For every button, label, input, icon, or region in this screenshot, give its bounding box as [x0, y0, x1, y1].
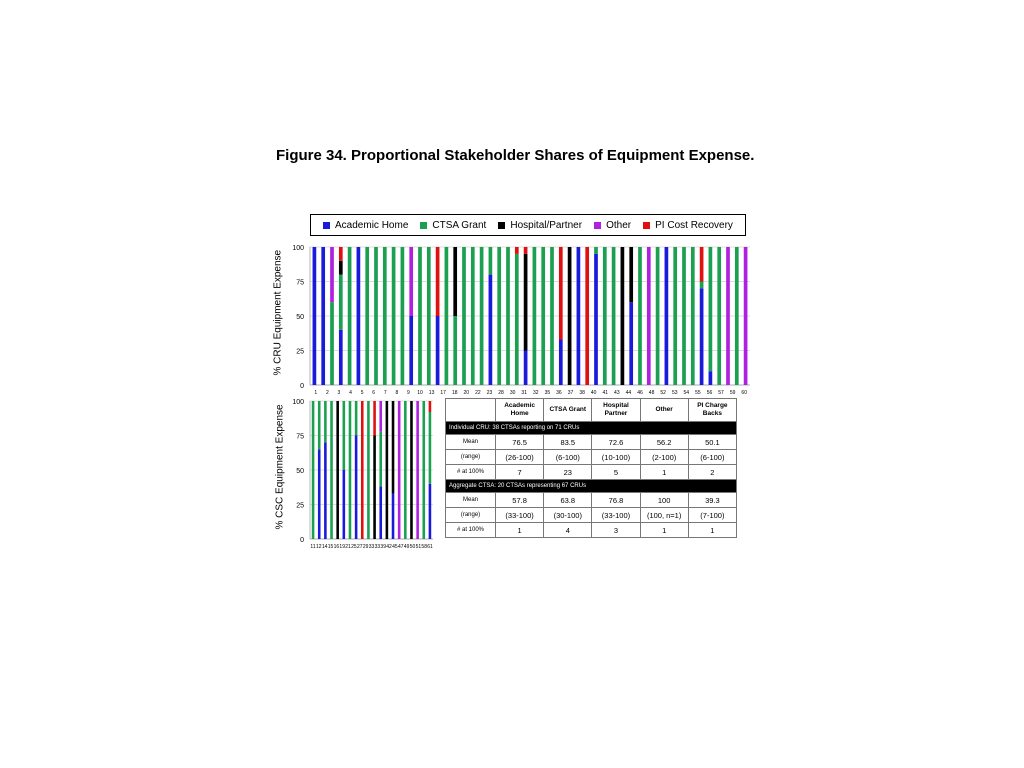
x-tick-label: 13	[428, 390, 435, 396]
bar-segment-academic-home	[629, 302, 633, 385]
x-tick-label: 35	[544, 390, 551, 396]
bar-segment-ctsa-grant	[480, 247, 484, 385]
x-tick-label: 59	[729, 390, 736, 396]
bar-segment-ctsa-grant	[348, 247, 352, 385]
x-tick-label: 32	[533, 390, 539, 396]
bar-segment-ctsa-grant	[312, 401, 315, 539]
bar-segment-hospital-partner	[524, 254, 528, 351]
x-tick-label: 42	[386, 544, 392, 550]
table-section-header	[446, 422, 737, 435]
bar-segment-other	[330, 247, 334, 302]
x-tick-label: 57	[718, 390, 724, 396]
legend-swatch	[594, 222, 601, 229]
table-cell: (30-100)	[544, 508, 592, 523]
x-tick-label: 8	[395, 390, 399, 396]
table-row	[446, 435, 737, 450]
bar-segment-ctsa-grant	[427, 247, 431, 385]
x-tick-label: 6	[372, 390, 376, 396]
table-cell: 1	[640, 523, 688, 538]
x-tick-label: 43	[614, 390, 620, 396]
legend-swatch	[323, 222, 330, 229]
y-tick-label: 75	[296, 433, 304, 441]
bar-segment-ctsa-grant	[673, 247, 677, 385]
y-tick-label: 100	[292, 399, 304, 406]
bar-segment-ctsa-grant	[330, 302, 334, 385]
table-cell: 76.5	[496, 435, 544, 450]
bar-segment-ctsa-grant	[404, 401, 407, 539]
x-tick-label: 20	[463, 390, 470, 396]
table-cell: 72.6	[592, 435, 640, 450]
legend-label: PI Cost Recovery	[655, 219, 733, 231]
table-cell: 5	[592, 465, 640, 480]
x-tick-label: 2	[325, 390, 329, 396]
table-cell: 57.8	[496, 493, 544, 508]
table-cell: (6-100)	[544, 450, 592, 465]
table-cell: 39.3	[688, 493, 736, 508]
bar-segment-ctsa-grant	[497, 247, 501, 385]
table-cell: (33-100)	[592, 508, 640, 523]
x-tick-label: 44	[625, 390, 632, 396]
bar-segment-ctsa-grant	[453, 316, 457, 385]
row-label: Mean	[446, 493, 496, 508]
bar-segment-ctsa-grant	[343, 401, 346, 470]
x-tick-label: 55	[695, 390, 701, 396]
chart-legend	[310, 214, 746, 236]
table-header-cell: PI Charge Backs	[688, 399, 736, 422]
x-tick-label: 56	[706, 390, 713, 396]
bar-segment-academic-home	[357, 247, 361, 385]
bar-segment-pi-cost-recovery	[339, 247, 343, 261]
bar-segment-ctsa-grant	[709, 247, 713, 371]
y-tick-label: 75	[296, 279, 304, 287]
bar-segment-pi-cost-recovery	[429, 401, 432, 412]
bar-segment-ctsa-grant	[324, 401, 327, 442]
x-tick-label: 31	[521, 390, 527, 396]
bar-segment-ctsa-grant	[489, 247, 493, 275]
table-cell: 7	[496, 465, 544, 480]
table-cell: 2	[688, 465, 736, 480]
bar-segment-other	[726, 247, 730, 385]
bottom-chart-csc	[290, 396, 440, 556]
summary-statistics-table	[445, 398, 737, 538]
bar-segment-ctsa-grant	[656, 247, 660, 385]
bar-segment-academic-home	[339, 330, 343, 385]
x-tick-label: 25	[351, 544, 357, 550]
bar-segment-ctsa-grant	[533, 247, 537, 385]
x-tick-label: 1	[314, 390, 318, 396]
bar-segment-academic-home	[318, 449, 321, 539]
bar-segment-academic-home	[324, 442, 327, 539]
x-tick-label: 58	[421, 544, 427, 550]
table-cell: 56.2	[640, 435, 688, 450]
table-cell: 100	[640, 493, 688, 508]
bar-segment-ctsa-grant	[550, 247, 554, 385]
section-title: Aggregate CTSA: 20 CTSAs representing 67 CRUs	[446, 480, 737, 493]
table-header-cell: CTSA Grant	[544, 399, 592, 422]
legend-swatch	[498, 222, 505, 229]
bar-segment-hospital-partner	[453, 247, 457, 316]
x-tick-label: 9	[407, 390, 410, 396]
bar-segment-hospital-partner	[336, 401, 339, 539]
x-tick-label: 22	[475, 390, 481, 396]
bar-segment-ctsa-grant	[594, 247, 598, 254]
table-cell: (6-100)	[688, 450, 736, 465]
x-tick-label: 30	[509, 390, 516, 396]
x-tick-label: 49	[403, 544, 410, 550]
bar-segment-other	[647, 247, 651, 385]
bar-segment-academic-home	[355, 436, 358, 540]
y-tick-label: 0	[300, 537, 304, 544]
bar-segment-ctsa-grant	[401, 247, 405, 385]
x-tick-label: 4	[349, 390, 352, 396]
x-tick-label: 3	[337, 390, 341, 396]
x-tick-label: 16	[333, 544, 340, 550]
bar-segment-ctsa-grant	[717, 247, 721, 385]
row-label: # at 100%	[446, 465, 496, 480]
bar-segment-ctsa-grant	[318, 401, 321, 449]
x-tick-label: 40	[590, 390, 597, 396]
bar-segment-academic-home	[409, 316, 413, 385]
x-tick-label: 46	[637, 390, 643, 396]
bar-segment-hospital-partner	[410, 401, 413, 539]
x-tick-label: 17	[440, 390, 446, 396]
x-tick-label: 5	[360, 390, 364, 396]
row-label: # at 100%	[446, 523, 496, 538]
x-tick-label: 60	[741, 390, 747, 396]
bar-segment-pi-cost-recovery	[373, 401, 376, 436]
row-label: (range)	[446, 508, 496, 523]
bar-segment-ctsa-grant	[374, 247, 378, 385]
bar-segment-ctsa-grant	[355, 401, 358, 436]
bar-segment-other	[744, 247, 748, 385]
table-cell: (2-100)	[640, 450, 688, 465]
section-title: Individual CRU: 38 CTSAs reporting on 71 CRUs	[446, 422, 737, 435]
bar-segment-ctsa-grant	[367, 401, 370, 539]
x-tick-label: 18	[451, 390, 458, 396]
bar-segment-hospital-partner	[568, 247, 572, 385]
table-header-cell: Hospital Partner	[592, 399, 640, 422]
bar-segment-pi-cost-recovery	[585, 247, 589, 385]
bar-segment-academic-home	[559, 339, 563, 385]
table-cell: 1	[496, 523, 544, 538]
x-tick-label: 10	[417, 390, 423, 396]
table-cell: (10-100)	[592, 450, 640, 465]
table-cell: (33-100)	[496, 508, 544, 523]
table-row	[446, 465, 737, 480]
table-cell: 50.1	[688, 435, 736, 450]
table-cell: (7-100)	[688, 508, 736, 523]
bar-segment-academic-home	[379, 487, 382, 539]
bar-segment-academic-home	[313, 247, 317, 385]
x-tick-label: 53	[671, 390, 678, 396]
table-row	[446, 493, 737, 508]
x-tick-label: 50	[409, 544, 416, 550]
bar-segment-other	[416, 401, 419, 539]
bar-segment-ctsa-grant	[349, 401, 352, 539]
bar-segment-ctsa-grant	[365, 247, 369, 385]
bar-segment-ctsa-grant	[682, 247, 686, 385]
bar-segment-pi-cost-recovery	[515, 247, 519, 254]
top-chart-y-axis-label: % CRU Equipment Expense	[272, 249, 284, 376]
y-tick-label: 25	[296, 502, 304, 510]
x-tick-label: 47	[398, 544, 404, 550]
bar-segment-academic-home	[343, 470, 346, 539]
x-tick-label: 12	[316, 544, 322, 550]
legend-label: Other	[606, 219, 632, 231]
x-tick-label: 38	[579, 390, 585, 396]
bar-segment-pi-cost-recovery	[700, 247, 704, 282]
bar-segment-hospital-partner	[373, 436, 376, 540]
x-tick-label: 29	[362, 544, 369, 550]
y-tick-label: 0	[300, 383, 304, 390]
y-tick-label: 50	[296, 468, 304, 475]
bar-segment-academic-home	[392, 493, 395, 539]
legend-label: Academic Home	[335, 219, 409, 231]
bar-segment-ctsa-grant	[445, 247, 449, 385]
legend-item	[594, 220, 631, 231]
legend-item	[420, 220, 486, 231]
y-tick-label: 25	[296, 348, 304, 356]
bar-segment-ctsa-grant	[700, 282, 704, 289]
x-tick-label: 14	[321, 544, 328, 550]
x-tick-label: 48	[648, 390, 655, 396]
bar-segment-ctsa-grant	[392, 247, 396, 385]
bar-segment-ctsa-grant	[515, 254, 519, 385]
table-cell: 63.8	[544, 493, 592, 508]
bar-segment-academic-home	[594, 254, 598, 385]
table-header-cell: Other	[640, 399, 688, 422]
bar-segment-ctsa-grant	[422, 401, 425, 539]
bar-segment-other	[379, 401, 382, 431]
bar-segment-ctsa-grant	[603, 247, 607, 385]
bar-segment-ctsa-grant	[612, 247, 616, 385]
x-tick-label: 33	[374, 544, 381, 550]
bar-segment-academic-home	[577, 247, 581, 385]
bar-segment-pi-cost-recovery	[361, 401, 364, 539]
table-cell: 76.8	[592, 493, 640, 508]
bar-segment-academic-home	[489, 275, 493, 385]
bar-segment-pi-cost-recovery	[436, 247, 440, 316]
bar-segment-ctsa-grant	[691, 247, 695, 385]
bar-segment-hospital-partner	[386, 401, 389, 539]
bar-segment-ctsa-grant	[541, 247, 545, 385]
table-cell: 4	[544, 523, 592, 538]
x-tick-label: 36	[556, 390, 562, 396]
bar-segment-ctsa-grant	[506, 247, 510, 385]
table-section-header	[446, 480, 737, 493]
bar-segment-ctsa-grant	[735, 247, 739, 385]
x-tick-label: 33	[368, 544, 375, 550]
x-tick-label: 39	[380, 544, 386, 550]
bar-segment-academic-home	[665, 247, 669, 385]
table-cell: (26-100)	[496, 450, 544, 465]
bar-segment-hospital-partner	[392, 401, 395, 493]
figure-title: Figure 34. Proportional Stakeholder Shares of Equipment Expense.	[276, 147, 755, 164]
x-tick-label: 37	[567, 390, 574, 396]
row-label: (range)	[446, 450, 496, 465]
table-cell: 1	[688, 523, 736, 538]
bar-segment-ctsa-grant	[339, 275, 343, 330]
legend-swatch	[643, 222, 650, 229]
bar-segment-hospital-partner	[629, 247, 633, 302]
x-tick-label: 11	[310, 544, 316, 550]
y-tick-label: 100	[292, 245, 304, 252]
x-tick-label: 51	[415, 544, 422, 550]
x-tick-label: 28	[498, 390, 504, 396]
x-tick-label: 27	[357, 544, 363, 550]
bar-segment-academic-home	[700, 288, 704, 385]
bar-segment-ctsa-grant	[418, 247, 422, 385]
x-tick-label: 15	[327, 544, 334, 550]
y-tick-label: 50	[296, 314, 304, 321]
table-row	[446, 523, 737, 538]
x-tick-label: 7	[383, 390, 387, 396]
bar-segment-pi-cost-recovery	[524, 247, 528, 254]
bar-segment-other	[409, 247, 413, 316]
table-cell: 3	[592, 523, 640, 538]
bar-segment-ctsa-grant	[462, 247, 466, 385]
table-cell: 1	[640, 465, 688, 480]
legend-item	[498, 220, 582, 231]
x-tick-label: 54	[683, 390, 690, 396]
bar-segment-academic-home	[709, 371, 713, 385]
x-tick-label: 23	[486, 390, 493, 396]
table-header-cell: Academic Home	[496, 399, 544, 422]
bar-segment-other	[398, 401, 401, 539]
legend-label: CTSA Grant	[432, 219, 487, 231]
bar-segment-ctsa-grant	[379, 431, 382, 486]
x-tick-label: 61	[427, 544, 433, 550]
bar-segment-academic-home	[524, 351, 528, 386]
legend-label: Hospital/Partner	[510, 219, 583, 231]
bar-segment-ctsa-grant	[638, 247, 642, 385]
table-header-cell	[446, 399, 496, 422]
bar-segment-hospital-partner	[339, 261, 343, 275]
table-row	[446, 508, 737, 523]
bar-segment-pi-cost-recovery	[559, 247, 563, 339]
x-tick-label: 19	[339, 544, 345, 550]
table-cell: 83.5	[544, 435, 592, 450]
table-cell: 23	[544, 465, 592, 480]
bar-segment-ctsa-grant	[330, 401, 333, 539]
x-tick-label: 41	[602, 390, 609, 396]
legend-swatch	[420, 222, 427, 229]
table-cell: (100, n=1)	[640, 508, 688, 523]
legend-item	[643, 220, 733, 231]
x-tick-label: 52	[660, 390, 666, 396]
bottom-chart-y-axis-label: % CSC Equipment Expense	[274, 404, 286, 530]
legend-item	[323, 220, 408, 231]
bar-segment-ctsa-grant	[383, 247, 387, 385]
table-row	[446, 450, 737, 465]
bar-segment-hospital-partner	[621, 247, 625, 385]
bar-segment-academic-home	[436, 316, 440, 385]
row-label: Mean	[446, 435, 496, 450]
x-tick-label: 45	[392, 544, 398, 550]
x-tick-label: 21	[345, 544, 351, 550]
bar-segment-ctsa-grant	[471, 247, 475, 385]
bar-segment-academic-home	[429, 484, 432, 539]
bar-segment-ctsa-grant	[429, 412, 432, 484]
top-chart-cru	[290, 242, 752, 402]
bar-segment-academic-home	[321, 247, 325, 385]
